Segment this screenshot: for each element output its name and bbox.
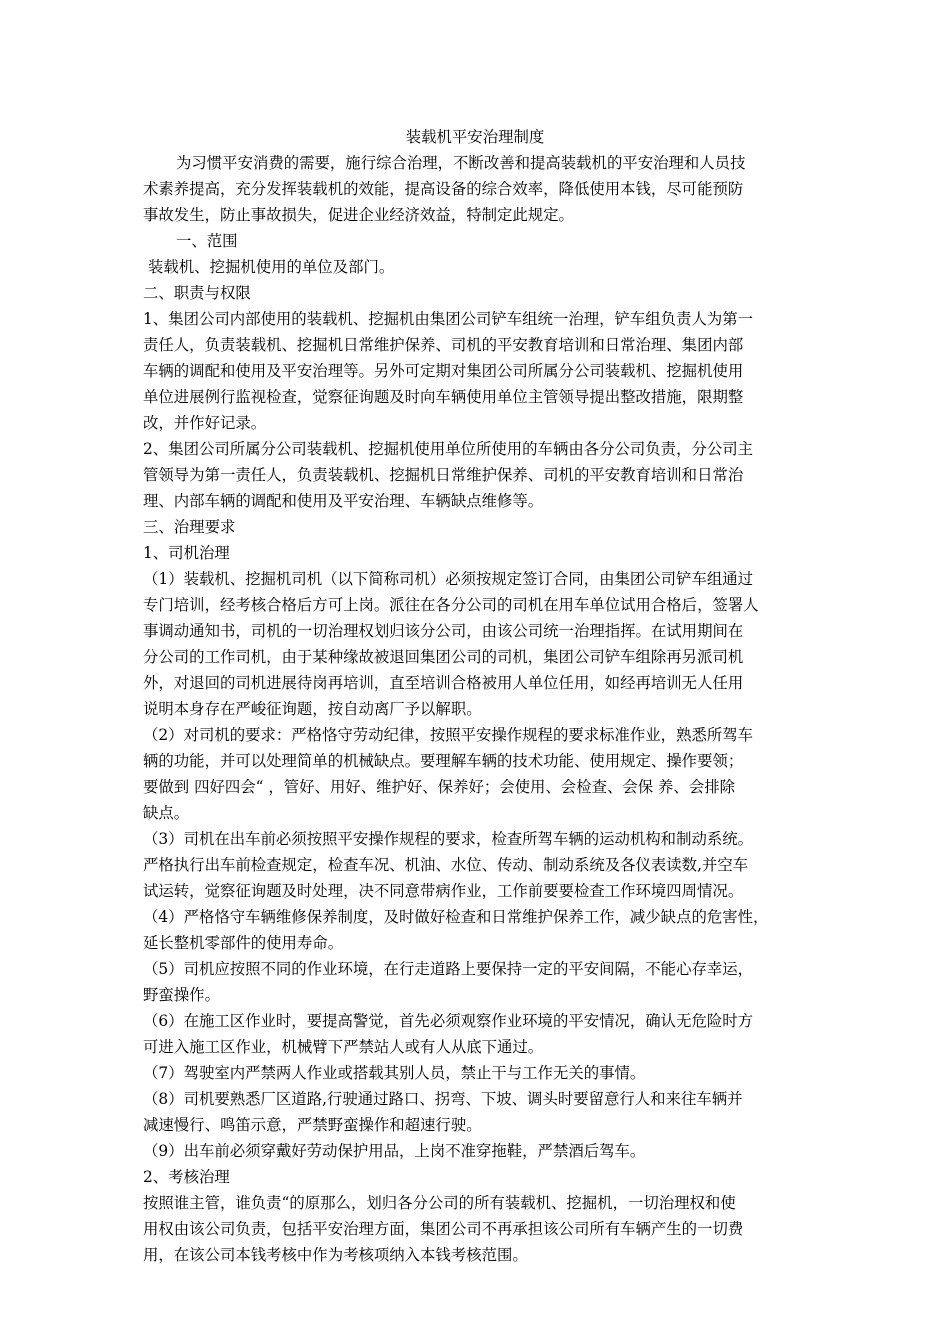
paragraph-line: 理、内部车辆的调配和使用及平安治理、车辆缺点维修等。 bbox=[143, 492, 544, 510]
paragraph-line: 专门培训，经考核合格后方可上岗。派往在各分公司的司机在用车单位试用合格后，签署人 bbox=[143, 596, 759, 614]
paragraph-line: 装载机、挖掘机使用的单位及部门。 bbox=[148, 258, 395, 276]
paragraph-line: 改，并作好记录。 bbox=[143, 414, 267, 432]
paragraph-line: 事故发生，防止事故损失，促进企业经济效益，特制定此规定。 bbox=[143, 206, 574, 224]
paragraph-line: 外，对退回的司机进展待岗再培训，直至培训合格被用人单位任用，如经再培训无人任用 bbox=[143, 674, 744, 692]
paragraph-line: 严格执行出车前检查规定，检查车况、机油、水位、传动、制动系统及各仪表读数,并空车 bbox=[143, 856, 749, 874]
paragraph-line: （2）对司机的要求：严格恪守劳动纪律，按照平安操作规程的要求标准作业，熟悉所驾车 bbox=[143, 726, 754, 744]
paragraph-line: （8）司机要熟悉厂区道路,行驶通过路口、拐弯、下坡、调头时要留意行人和来往车辆并 bbox=[143, 1090, 743, 1108]
paragraph-line: 2、集团公司所属分公司装载机、挖掘机使用单位所使用的车辆由各分公司负责，分公司主 bbox=[143, 440, 754, 458]
paragraph-line: 野蛮操作。 bbox=[143, 986, 220, 1004]
paragraph-line: 管领导为第一责任人，负责装载机、挖掘机日常维护保养、司机的平安教育培训和日常治 bbox=[143, 466, 744, 484]
paragraph-line: 用，在该公司本钱考核中作为考核项纳入本钱考核范围。 bbox=[143, 1246, 528, 1264]
paragraph-line: （3）司机在出车前必须按照平安操作规程的要求，检查所驾车辆的运动机构和制动系统。 bbox=[143, 830, 754, 848]
paragraph-line: 按照谁主管，谁负责“的原那么，划归各分公司的所有装载机、挖掘机，一切治理权和使 bbox=[143, 1194, 736, 1212]
paragraph-line: 试运转，觉察征询题及时处理，决不同意带病作业，工作前要要检查工作环境四周情况。 bbox=[143, 882, 744, 900]
paragraph-line: （6）在施工区作业时，要提高警觉，首先必须观察作业环境的平安情况，确认无危险时方 bbox=[143, 1012, 754, 1030]
paragraph-line: 减速慢行、鸣笛示意，严禁野蛮操作和超速行驶。 bbox=[143, 1116, 482, 1134]
paragraph-line: 术素养提高，充分发挥装载机的效能，提高设备的综合效率，降低使用本钱，尽可能预防 bbox=[143, 180, 744, 198]
paragraph-line: 可进入施工区作业，机械臂下严禁站人或有人从底下通过。 bbox=[143, 1038, 544, 1056]
paragraph-line: （5）司机应按照不同的作业环境，在行走道路上要保持一定的平安间隔，不能心存幸运， bbox=[143, 960, 754, 978]
paragraph-line: （7）驾驶室内严禁两人作业或搭载其别人员，禁止干与工作无关的事情。 bbox=[143, 1064, 646, 1082]
paragraph-line: 说明本身存在严峻征询题，按自动离厂予以解职。 bbox=[143, 700, 482, 718]
paragraph-line: 分公司的工作司机，由于某种缘故被退回集团公司的司机，集团公司铲车组除再另派司机 bbox=[143, 648, 744, 666]
paragraph-line: 为习惯平安消费的需要，施行综合治理，不断改善和提高装载机的平安治理和人员技 bbox=[176, 154, 746, 172]
paragraph-line: 1、集团公司内部使用的装载机、挖掘机由集团公司铲车组统一治理，铲车组负责人为第一 bbox=[143, 310, 754, 328]
paragraph-line: 单位进展例行监视检查，觉察征询题及时向车辆使用单位主管领导提出整改措施，限期整 bbox=[143, 388, 744, 406]
paragraph-line: （9）出车前必须穿戴好劳动保护用品，上岗不准穿拖鞋，严禁酒后驾车。 bbox=[143, 1142, 646, 1160]
subsection-heading: 2、考核治理 bbox=[143, 1168, 230, 1186]
paragraph-line: 要做到 四好四会“ ，管好、用好、维护好、保养好；会使用、会检查、会保 养、会排除 bbox=[143, 778, 735, 796]
subsection-heading: 1、司机治理 bbox=[143, 544, 230, 562]
paragraph-line: 辆的功能，并可以处理简单的机械缺点。要理解车辆的技术功能、使用规定、操作要领； bbox=[143, 752, 744, 770]
paragraph-line: （1）装载机、挖掘机司机（以下简称司机）必须按规定签订合同，由集团公司铲车组通过 bbox=[143, 570, 754, 588]
paragraph-line: 事调动通知书，司机的一切治理权划归该分公司，由该公司统一治理指挥。在试用期间在 bbox=[143, 622, 744, 640]
paragraph-line: （4）严格恪守车辆维修保养制度，及时做好检查和日常维护保养工作，减少缺点的危害性， bbox=[143, 908, 769, 926]
paragraph-line: 延长整机零部件的使用寿命。 bbox=[143, 934, 344, 952]
section-heading: 二、职责与权限 bbox=[143, 284, 251, 302]
section-heading: 三、治理要求 bbox=[143, 518, 236, 536]
paragraph-line: 缺点。 bbox=[143, 804, 190, 822]
section-heading: 一、范围 bbox=[176, 232, 238, 250]
paragraph-line: 用权由该公司负责，包括平安治理方面，集团公司不再承担该公司所有车辆产生的一切费 bbox=[143, 1220, 744, 1238]
paragraph-line: 责任人，负责装载机、挖掘机日常维护保养、司机的平安教育培训和日常治理、集团内部 bbox=[143, 336, 744, 354]
document-title: 装载机平安治理制度 bbox=[405, 128, 545, 146]
paragraph-line: 车辆的调配和使用及平安治理等。另外可定期对集团公司所属分公司装载机、挖掘机使用 bbox=[143, 362, 744, 380]
